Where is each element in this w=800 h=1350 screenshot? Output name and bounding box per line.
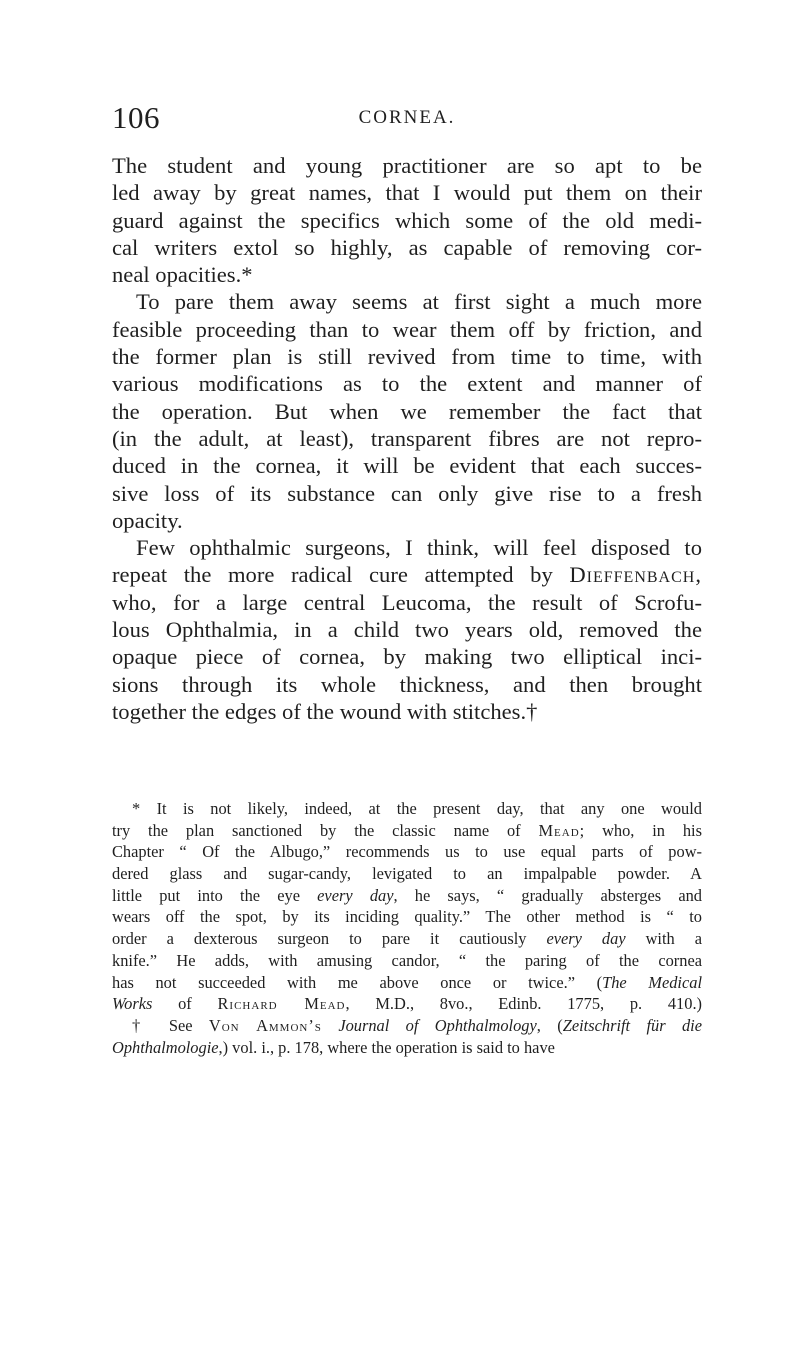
text-line: opacity. [112, 507, 183, 533]
author-name: Mead [538, 820, 580, 840]
text-line: opaque piece of cornea, by making two elliptical inci- [112, 644, 702, 670]
footnote-segment: little put into the eye [112, 885, 318, 905]
text-line: To pare them away seems at first sight a much more [136, 289, 702, 315]
text-line: together the edges of the wound with stitches.† [112, 698, 538, 724]
footnote-line [112, 993, 702, 1015]
footnote-line [112, 1037, 702, 1059]
journal-title: Ophthalmologie [112, 1037, 219, 1057]
footnote-segment: has not succeeded with me above once or twice.” ( [112, 972, 603, 992]
text-line: neal opacities.* [112, 262, 253, 288]
text-line: duced in the cornea, it will be evident that each succes- [112, 453, 702, 479]
book-title: The Medical [602, 972, 703, 992]
footnote-segment: , ( [536, 1015, 563, 1035]
footnote-segment: ,) vol. i., p. 178, where the operation is said to have [218, 1037, 555, 1057]
footnote-line [112, 885, 702, 907]
text-line: (in the adult, at least), transparent fibres are not repro- [112, 425, 702, 451]
author-name: Dieffenbach, [569, 562, 702, 588]
footnote-line: dered glass and sugar-candy, levigated to an impalpable powder. A [112, 864, 702, 884]
text-line: sive loss of its substance can only give rise to a fresh [112, 480, 702, 506]
footnote-line [112, 820, 702, 842]
footnote-segment: order a dexterous surgeon to pare it cautiously [112, 929, 547, 949]
author-name: Richard Mead [217, 994, 346, 1014]
footnote-segment [322, 1016, 338, 1035]
text-line: various modifications as to the extent and manner of [112, 371, 702, 397]
journal-title: Zeitschrift für die [562, 1015, 702, 1035]
text-line: guard against the specifics which some of the old medi- [112, 207, 702, 233]
page-header [112, 98, 702, 138]
footnote-segment: , M.D., 8vo., Edinb. 1775, p. 410.) [345, 994, 702, 1014]
emphasis: every day [317, 885, 394, 905]
footnote-line: knife.” He adds, with amusing candor, “ the paring of the cornea [112, 950, 702, 970]
footnote-line: Chapter “ Of the Albugo,” recommends us to use equal parts of pow- [112, 842, 702, 862]
text-segment: repeat the more radical cure attempted by [112, 562, 570, 588]
text-line: feasible proceeding than to wear them off by friction, and [112, 316, 702, 342]
emphasis: every day [546, 929, 626, 949]
text-line: led away by great names, that I would put them on their [112, 180, 702, 206]
text-line [112, 561, 702, 588]
footnotes [112, 798, 702, 1058]
text-line: sions through its whole thickness, and then brought [112, 671, 702, 697]
footnote-segment: try the plan sanctioned by the classic name of [112, 820, 539, 840]
main-text [112, 152, 702, 725]
footnote-line: wears off the spot, by its inciding quality.” The other method is “ to [112, 907, 702, 927]
text-line: who, for a large central Leucoma, the result of Scrofu- [112, 589, 702, 615]
text-line: the former plan is still revived from time to time, with [112, 344, 702, 370]
journal-title: Journal of Ophthalmology [338, 1015, 537, 1035]
book-title: Works [112, 994, 153, 1014]
text-line: Few ophthalmic surgeons, I think, will feel disposed to [136, 535, 702, 561]
footnote-line [112, 928, 702, 950]
footnote-segment: † See [132, 1015, 209, 1035]
running-head: CORNEA. [358, 107, 456, 128]
footnote-segment: ; who, in his [579, 820, 702, 840]
author-name: Von Ammon’s [208, 1015, 322, 1035]
footnote-segment: with a [625, 929, 702, 949]
footnote-line: * It is not likely, indeed, at the present day, that any one would [132, 799, 702, 818]
page-number: 106 [112, 100, 160, 135]
text-line: lous Ophthalmia, in a child two years old, removed the [112, 617, 702, 643]
footnote-line [112, 1015, 702, 1037]
text-line: the operation. But when we remember the fact that [112, 398, 702, 424]
footnote-segment: of [152, 994, 218, 1014]
footnote-line [112, 972, 702, 994]
text-line: The student and young practitioner are so apt to be [112, 153, 702, 178]
footnote-segment: , he says, “ gradually absterges and [393, 885, 702, 905]
text-line: cal writers extol so highly, as capable of removing cor- [112, 234, 702, 260]
